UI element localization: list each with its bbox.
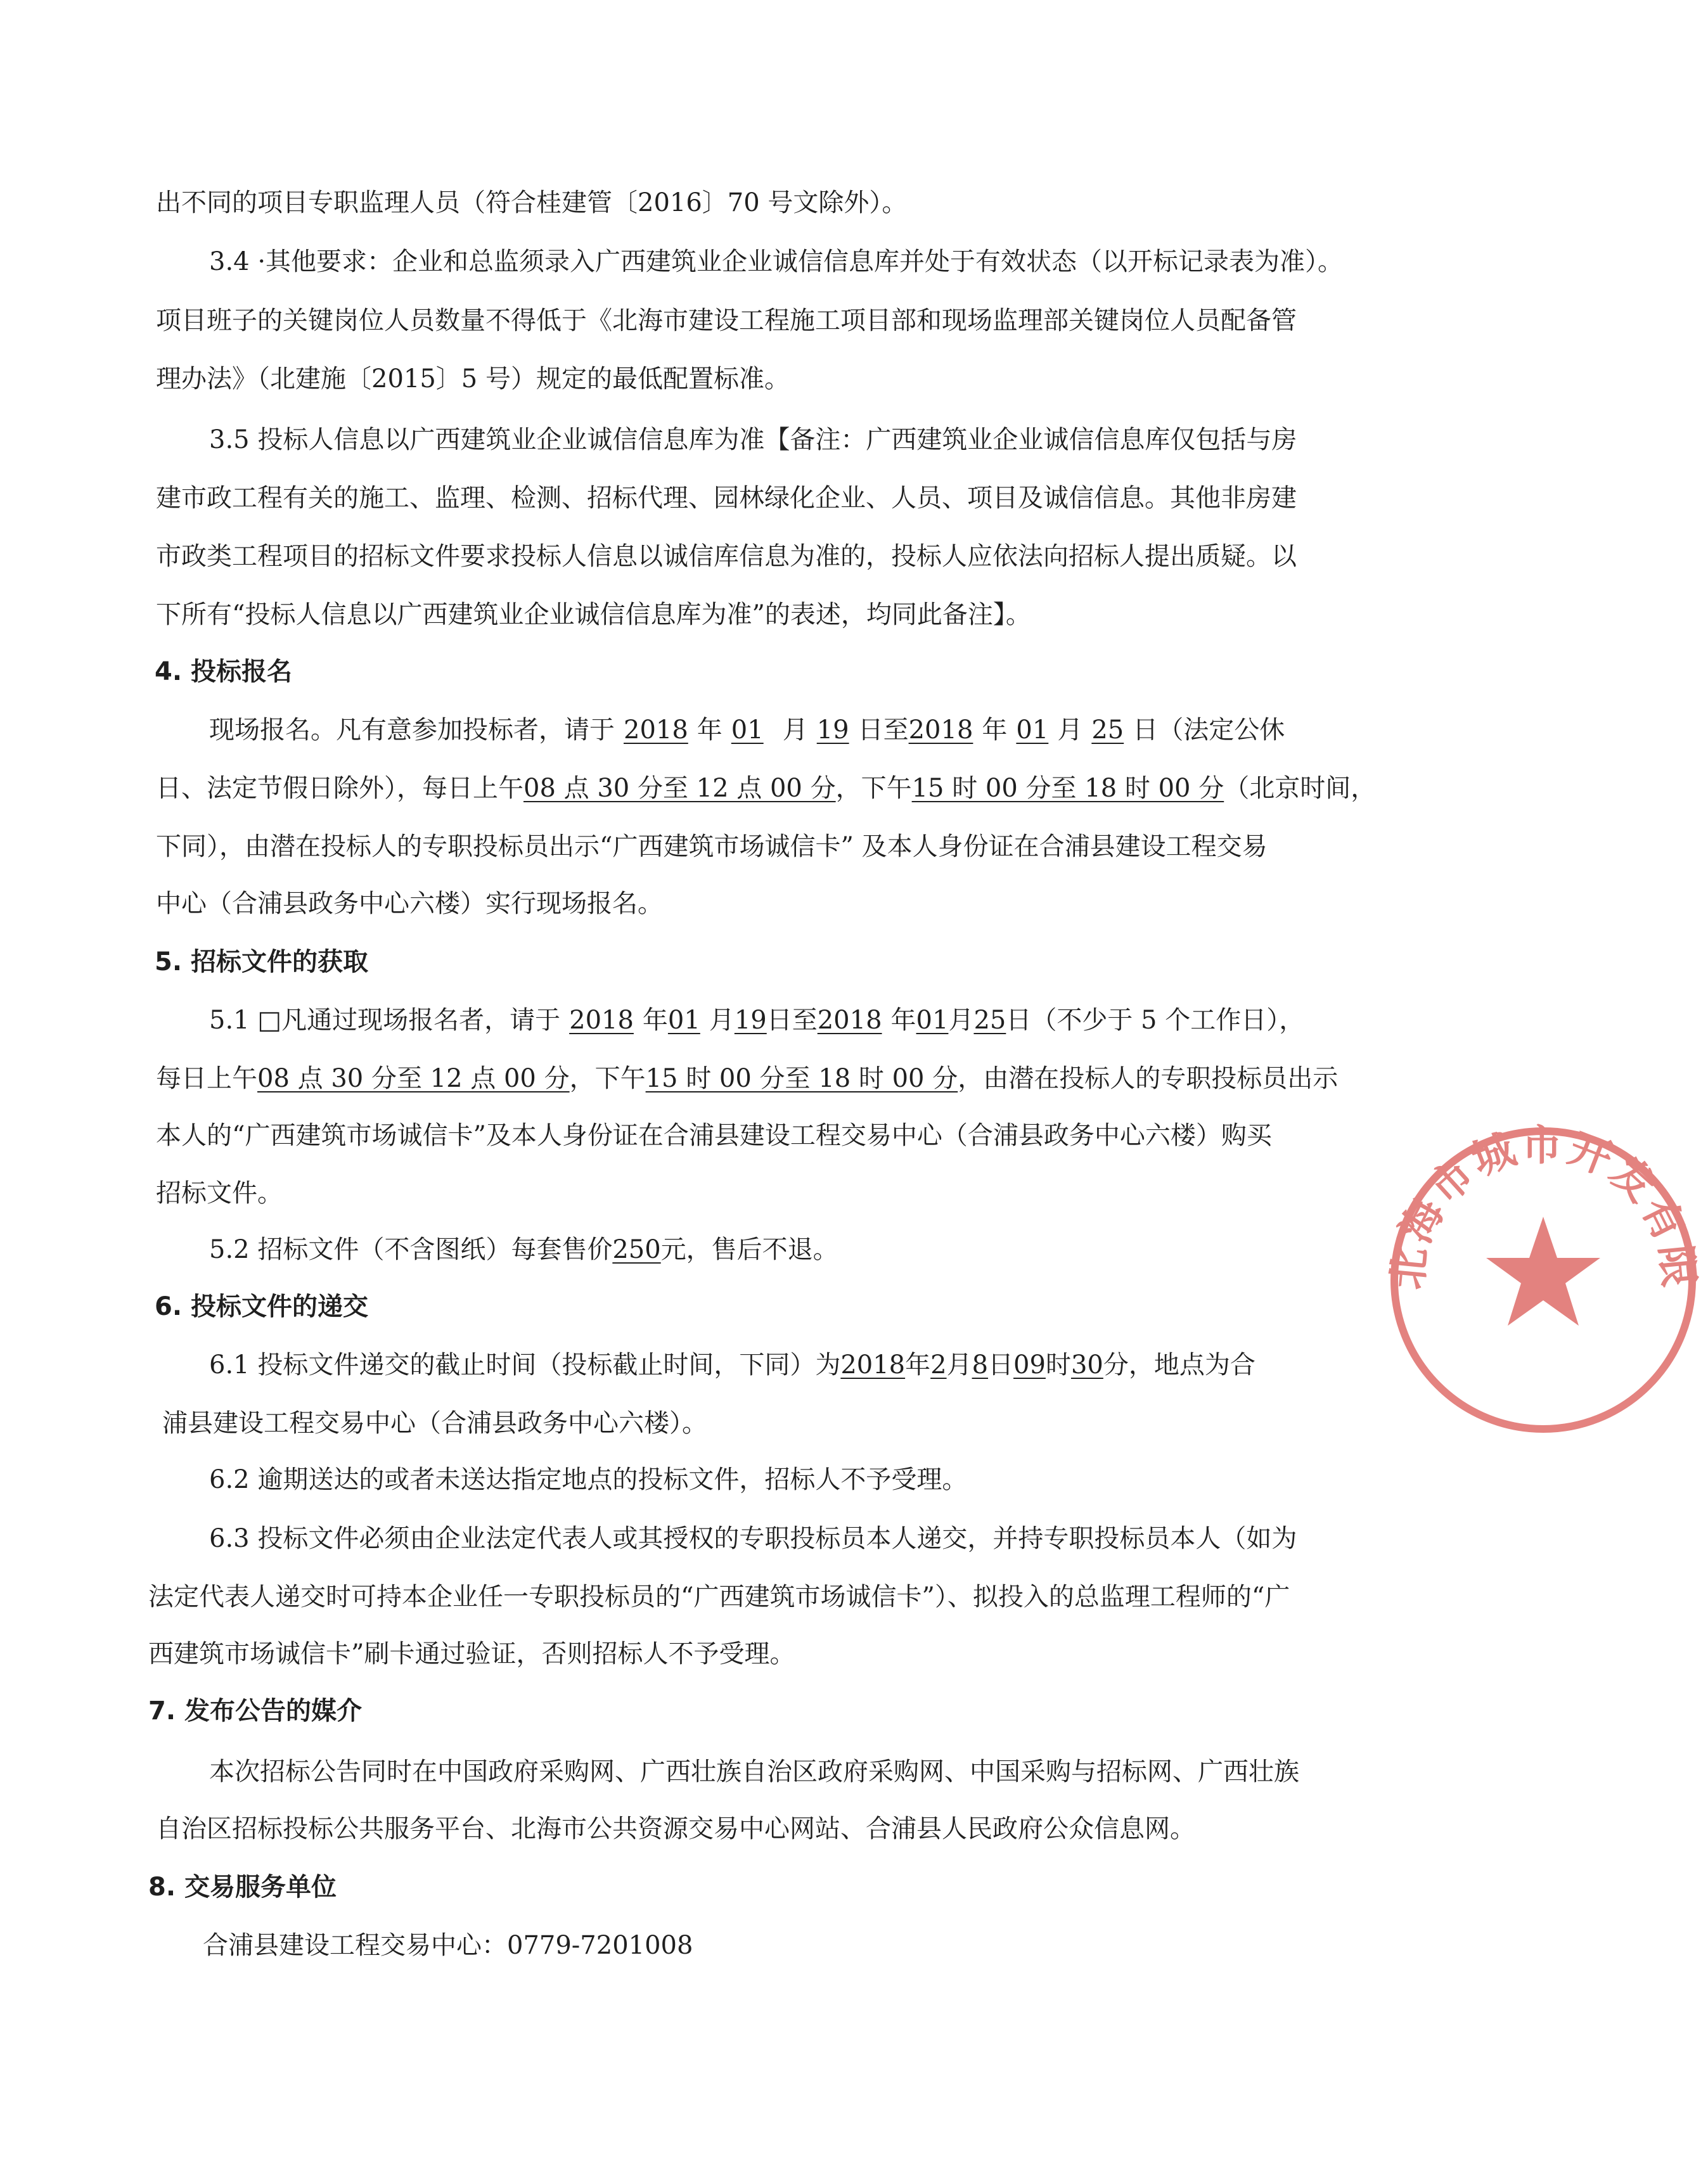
doc-start-month: 01 xyxy=(667,1006,700,1035)
heading-section-7: 7. 发布公告的媒介 xyxy=(148,1696,362,1726)
paragraph-6-1-line-1: 6.1 投标文件递交的截止时间（投标截止时间，下同）为2018年2月8日09时30分，地点为合 xyxy=(209,1350,1255,1380)
paragraph-3-3-continuation: 出不同的项目专职监理人员（符合桂建管〔2016〕70 号文除外）。 xyxy=(156,188,908,217)
paragraph-7-line-1: 本次招标公告同时在中国政府采购网、广西壮族自治区政府采购网、中国采购与招标网、广西壮族 xyxy=(209,1757,1299,1786)
paragraph-5-1-line-4: 招标文件。 xyxy=(156,1179,283,1208)
doc-end-year: 2018 xyxy=(817,1006,882,1035)
paragraph-3-5-line-2: 建市政工程有关的施工、监理、检测、招标代理、园林绿化企业、人员、项目及诚信信息。其他非房建 xyxy=(156,484,1297,513)
signup-end-year: 2018 xyxy=(908,715,973,745)
deadline-year: 2018 xyxy=(840,1350,906,1380)
paragraph-3-5-line-4: 下所有“投标人信息以广西建筑业企业诚信信息库为准”的表述，均同此备注】。 xyxy=(156,600,1031,629)
doc-afternoon-hours: 15 时 00 分至 18 时 00 分 xyxy=(645,1064,958,1093)
signup-start-year: 2018 xyxy=(624,715,688,745)
paragraph-4-line-1: 现场报名。凡有意参加投标者，请于 2018 年 01 月 19 日至2018 年 01 月 25 日（法定公休 xyxy=(209,715,1285,745)
paragraph-6-2: 6.2 逾期送达的或者未送达指定地点的投标文件，招标人不予受理。 xyxy=(209,1465,968,1494)
heading-section-5: 5. 招标文件的获取 xyxy=(155,947,368,977)
company-seal-stamp xyxy=(1378,1115,1708,1445)
doc-end-month: 01 xyxy=(916,1006,949,1035)
paragraph-6-3-line-2: 法定代表人递交时可持本企业任一专职投标员的“广西建筑市场诚信卡”）、拟投入的总监理工程师的“广 xyxy=(148,1582,1290,1611)
deadline-minute: 30 xyxy=(1070,1350,1103,1380)
heading-section-8: 8. 交易服务单位 xyxy=(148,1873,337,1902)
paragraph-6-3-line-1: 6.3 投标文件必须由企业法定代表人或其授权的专职投标员本人递交，并持专职投标员本人（如为 xyxy=(209,1524,1297,1553)
doc-start-day: 19 xyxy=(734,1006,767,1035)
paragraph-5-1-line-2: 每日上午08 点 30 分至 12 点 00 分，下午15 时 00 分至 18 时 00 分，由潜在投标人的专职投标员出示 xyxy=(156,1064,1339,1093)
paragraph-4-line-3: 下同），由潜在投标人的专职投标员出示“广西建筑市场诚信卡” 及本人身份证在合浦县建设工程交易 xyxy=(156,832,1268,861)
paragraph-6-3-line-3: 西建筑市场诚信卡”刷卡通过验证，否则招标人不予受理。 xyxy=(148,1639,795,1669)
deadline-month: 2 xyxy=(930,1350,947,1380)
signup-start-day: 19 xyxy=(816,715,849,745)
paragraph-3-4-line-1: 3.4 ·其他要求：企业和总监须录入广西建筑业企业诚信信息库并处于有效状态（以开标记录表为准）。 xyxy=(209,247,1344,276)
signup-end-day: 25 xyxy=(1091,715,1124,745)
paragraph-4-line-2: 日、法定节假日除外），每日上午08 点 30 分至 12 点 00 分，下午15 时 00 分至 18 时 00 分（北京时间， xyxy=(156,774,1377,803)
doc-morning-hours: 08 点 30 分至 12 点 00 分 xyxy=(257,1064,570,1093)
paragraph-5-1-line-3: 本人的“广西建筑市场诚信卡”及本人身份证在合浦县建设工程交易中心（合浦县政务中心六楼）购买 xyxy=(156,1121,1272,1150)
seal-text: 北海市城市开发有限 xyxy=(1382,1120,1705,1292)
signup-start-month: 01 xyxy=(731,715,764,745)
paragraph-6-1-line-2: 浦县建设工程交易中心（合浦县政务中心六楼）。 xyxy=(162,1409,707,1438)
paragraph-3-5-line-3: 市政类工程项目的招标文件要求投标人信息以诚信库信息为准的，投标人应依法向招标人提出质疑。以 xyxy=(156,542,1297,571)
star-icon xyxy=(1486,1217,1600,1326)
deadline-day: 8 xyxy=(972,1350,989,1380)
signup-afternoon-hours: 15 时 00 分至 18 时 00 分 xyxy=(911,774,1224,803)
document-price: 250 xyxy=(612,1235,661,1264)
signup-morning-hours: 08 点 30 分至 12 点 00 分 xyxy=(523,774,836,803)
doc-end-day: 25 xyxy=(973,1006,1006,1035)
paragraph-5-1-line-1: 5.1 □凡通过现场报名者，请于 2018 年01 月19日至2018 年01月25日（不少于 5 个工作日）， xyxy=(209,1006,1305,1035)
heading-section-4: 4. 投标报名 xyxy=(155,657,292,686)
paragraph-8-contact: 合浦县建设工程交易中心：0779-7201008 xyxy=(203,1931,693,1960)
doc-start-year: 2018 xyxy=(569,1006,634,1035)
paragraph-7-line-2: 自治区招标投标公共服务平台、北海市公共资源交易中心网站、合浦县人民政府公众信息网。 xyxy=(156,1814,1195,1843)
paragraph-4-line-4: 中心（合浦县政务中心六楼）实行现场报名。 xyxy=(156,889,663,918)
signup-end-month: 01 xyxy=(1016,715,1049,745)
paragraph-3-4-line-3: 理办法》（北建施〔2015〕5 号）规定的最低配置标准。 xyxy=(156,364,790,394)
deadline-hour: 09 xyxy=(1013,1350,1046,1380)
paragraph-3-5-line-1: 3.5 投标人信息以广西建筑业企业诚信信息库为准【备注：广西建筑业企业诚信信息库仅包括与房 xyxy=(209,425,1297,454)
heading-section-6: 6. 投标文件的递交 xyxy=(155,1292,368,1321)
paragraph-3-4-line-2: 项目班子的关键岗位人员数量不得低于《北海市建设工程施工项目部和现场监理部关键岗位人员配备管 xyxy=(156,306,1297,335)
paragraph-5-2: 5.2 招标文件（不含图纸）每套售价250元，售后不退。 xyxy=(209,1235,838,1264)
